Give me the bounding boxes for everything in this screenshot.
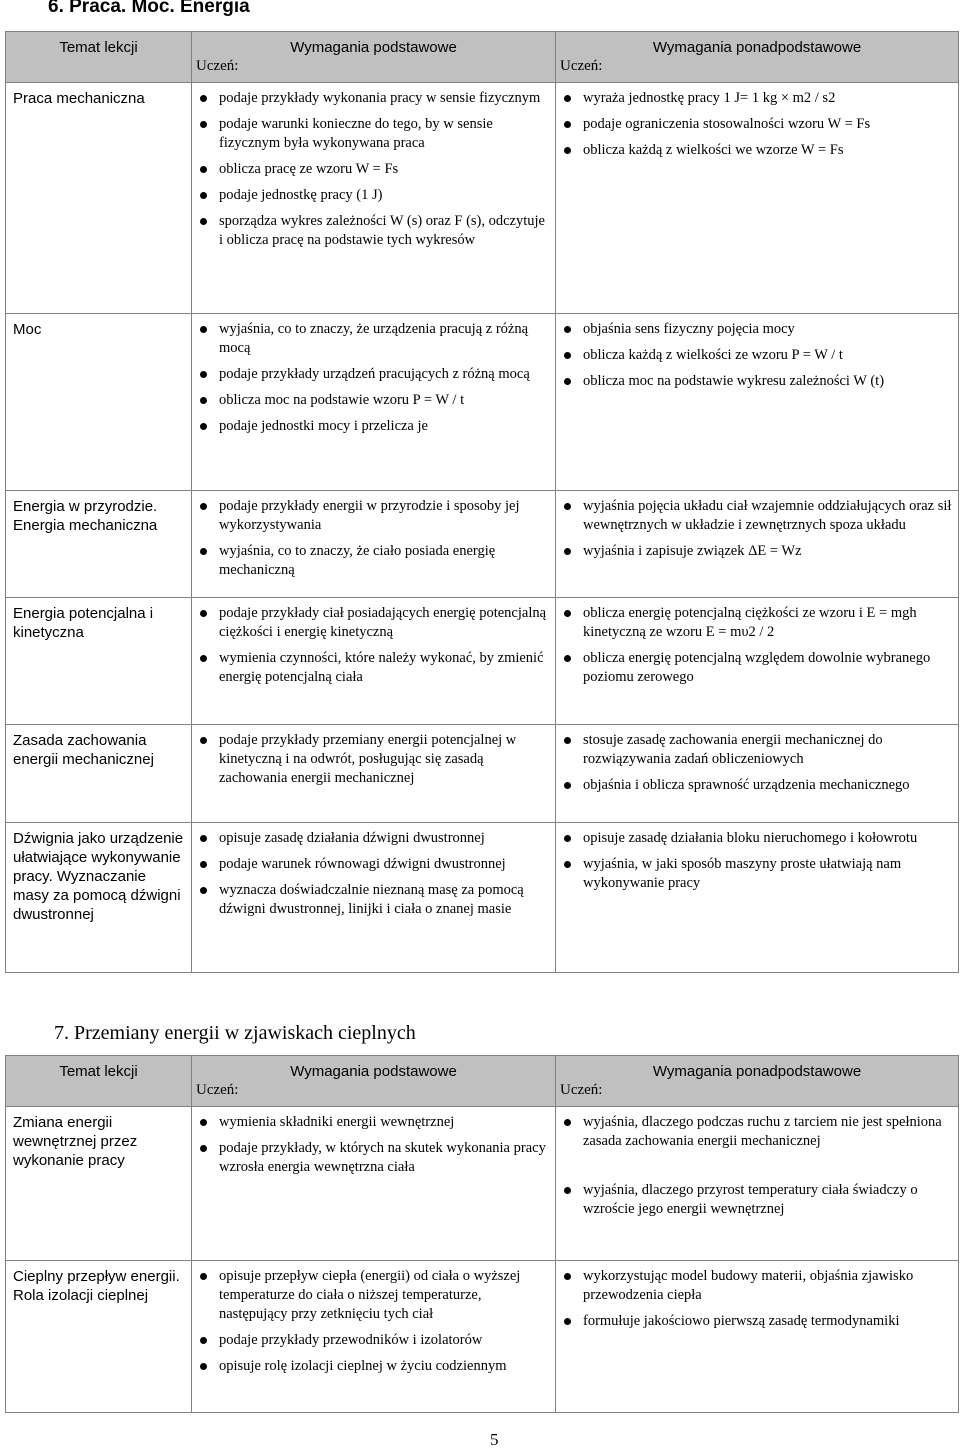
list-item: opisuje zasadę działania bloku nieruchomego i kołowrotu — [564, 829, 952, 848]
table-row — [6, 314, 959, 491]
basic-cell — [192, 1261, 556, 1413]
table-row — [6, 83, 959, 314]
topic-cell: Zmiana energii wewnętrznej przez wykonanie pracy — [6, 1107, 192, 1261]
list-item: wyznacza doświadczalnie nieznaną masę za pomocą dźwigni dwustronnej, linijki i ciała o znanej masie — [200, 881, 549, 919]
list-item: oblicza energię potencjalną względem dowolnie wybranego poziomu zerowego — [564, 649, 952, 687]
header-basic-label: Wymagania podstawowe — [290, 39, 457, 56]
basic-cell — [192, 1107, 556, 1261]
list-item: formułuje jakościowo pierwszą zasadę termodynamiki — [564, 1312, 952, 1331]
basic-cell — [192, 491, 556, 598]
list-item: wyjaśnia, co to znaczy, że urządzenia pracują z różną mocą — [200, 320, 549, 358]
table-header-row — [6, 1056, 959, 1107]
list-item: oblicza pracę ze wzoru W = Fs — [200, 160, 549, 179]
requirements-table — [5, 1055, 959, 1413]
header-extended-label: Wymagania ponadpodstawowe — [652, 39, 862, 56]
list-item: opisuje przepływ ciepła (energii) od ciała o wyższej temperaturze do ciała o niższej temperaturze, następujący przy zetknięciu tych ciał — [200, 1267, 549, 1324]
topic-cell: Energia potencjalna i kinetyczna — [6, 598, 192, 725]
list-item: wyjaśnia pojęcia układu ciał wzajemnie oddziałujących oraz sił wewnętrznych w układzie i zewnętrznych spoza układu — [564, 497, 952, 535]
requirements-table — [5, 31, 959, 973]
basic-cell — [192, 823, 556, 973]
topic-cell: Praca mechaniczna — [6, 83, 192, 314]
list-item: oblicza moc na podstawie wzoru P = W / t — [200, 391, 549, 410]
list-item: wyjaśnia, co to znaczy, że ciało posiada energię mechaniczną — [200, 542, 549, 580]
topic-cell: Zasada zachowania energii mechanicznej — [6, 725, 192, 823]
basic-cell — [192, 83, 556, 314]
list-item: podaje przykłady wykonania pracy w sensie fizycznym — [200, 89, 549, 108]
list-item: podaje przykłady przemiany energii potencjalnej w kinetyczną i na odwrót, posługując się zasadą zachowania energii mechanicznej — [200, 731, 549, 788]
extended-cell — [556, 598, 959, 725]
list-item: podaje jednostkę pracy (1 J) — [200, 186, 549, 205]
header-student-label: Uczeń: — [560, 1082, 603, 1098]
topic-cell: Moc — [6, 314, 192, 491]
basic-cell — [192, 725, 556, 823]
table-row — [6, 491, 959, 598]
list-item: podaje przykłady, w których na skutek wykonania pracy wzrosła energia wewnętrzna ciała — [200, 1139, 549, 1177]
list-item: podaje ograniczenia stosowalności wzoru W = Fs — [564, 115, 952, 134]
table-row — [6, 1107, 959, 1261]
list-item: objaśnia i oblicza sprawność urządzenia mechanicznego — [564, 776, 952, 795]
table-row — [6, 598, 959, 725]
list-item: wykorzystując model budowy materii, objaśnia zjawisko przewodzenia ciepła — [564, 1267, 952, 1305]
list-item: opisuje zasadę działania dźwigni dwustronnej — [200, 829, 549, 848]
topic-cell: Energia w przyrodzie. Energia mechaniczna — [6, 491, 192, 598]
header-student-label: Uczeń: — [196, 58, 239, 74]
list-item: podaje przykłady ciał posiadających energię potencjalną ciężkości i energię kinetyczną — [200, 604, 549, 642]
list-item: oblicza moc na podstawie wykresu zależności W (t) — [564, 372, 952, 391]
table-row — [6, 823, 959, 973]
extended-cell — [556, 823, 959, 973]
list-item: podaje warunki konieczne do tego, by w sensie fizycznym była wykonywana praca — [200, 115, 549, 153]
basic-cell — [192, 314, 556, 491]
table-row — [6, 725, 959, 823]
header-basic — [192, 32, 556, 83]
list-item: stosuje zasadę zachowania energii mechanicznej do rozwiązywania zadań obliczeniowych — [564, 731, 952, 769]
topic-cell: Cieplny przepływ energii. Rola izolacji cieplnej — [6, 1261, 192, 1413]
list-item: sporządza wykres zależności W (s) oraz F (s), odczytuje i oblicza pracę na podstawie tych wykresów — [200, 212, 549, 250]
list-item: wyraża jednostkę pracy 1 J= 1 kg × m2 / s2 — [564, 89, 952, 108]
list-item: wymienia składniki energii wewnętrznej — [200, 1113, 549, 1132]
list-item: podaje przykłady urządzeń pracujących z różną mocą — [200, 365, 549, 384]
header-topic: Temat lekcji — [6, 32, 192, 83]
extended-cell — [556, 83, 959, 314]
topic-cell: Dźwignia jako urządzenie ułatwiające wykonywanie pracy. Wyznaczanie masy za pomocą dźwigni dwustronnej — [6, 823, 192, 973]
page-number: 5 — [490, 1430, 499, 1449]
extended-cell — [556, 1107, 959, 1261]
header-topic: Temat lekcji — [6, 1056, 192, 1107]
list-item: wyjaśnia, dlaczego przyrost temperatury ciała świadczy o wzroście jego energii wewnętrznej — [564, 1181, 952, 1219]
basic-cell — [192, 598, 556, 725]
list-item: podaje warunek równowagi dźwigni dwustronnej — [200, 855, 549, 874]
extended-cell — [556, 725, 959, 823]
table-header-row — [6, 32, 959, 83]
extended-cell — [556, 491, 959, 598]
list-item: objaśnia sens fizyczny pojęcia mocy — [564, 320, 952, 339]
header-extended-label: Wymagania ponadpodstawowe — [652, 1063, 862, 1080]
list-item: opisuje rolę izolacji cieplnej w życiu codziennym — [200, 1357, 549, 1376]
header-basic — [192, 1056, 556, 1107]
section-title: 6. Praca. Moc. Energia — [48, 0, 250, 17]
extended-cell — [556, 1261, 959, 1413]
list-item: oblicza każdą z wielkości ze wzoru P = W / t — [564, 346, 952, 365]
list-item: oblicza energię potencjalną ciężkości ze wzoru i E = mgh kinetyczną ze wzoru E = mυ2 / 2 — [564, 604, 952, 642]
list-item: podaje przykłady przewodników i izolatorów — [200, 1331, 549, 1350]
list-item: wymienia czynności, które należy wykonać, by zmienić energię potencjalną ciała — [200, 649, 549, 687]
table-row — [6, 1261, 959, 1413]
list-item: podaje przykłady energii w przyrodzie i sposoby jej wykorzystywania — [200, 497, 549, 535]
section-title: 7. Przemiany energii w zjawiskach cieplnych — [54, 1022, 416, 1044]
extended-cell — [556, 314, 959, 491]
list-item: wyjaśnia, w jaki sposób maszyny proste ułatwiają nam wykonywanie pracy — [564, 855, 952, 893]
header-student-label: Uczeń: — [196, 1082, 239, 1098]
header-extended — [556, 1056, 959, 1107]
header-basic-label: Wymagania podstawowe — [290, 1063, 457, 1080]
list-item: podaje jednostki mocy i przelicza je — [200, 417, 549, 436]
list-item: oblicza każdą z wielkości we wzorze W = Fs — [564, 141, 952, 160]
list-item: wyjaśnia, dlaczego podczas ruchu z tarciem nie jest spełniona zasada zachowania energii mechanicznej — [564, 1113, 952, 1151]
list-item: wyjaśnia i zapisuje związek ΔE = Wz — [564, 542, 952, 561]
header-extended — [556, 32, 959, 83]
header-student-label: Uczeń: — [560, 58, 603, 74]
